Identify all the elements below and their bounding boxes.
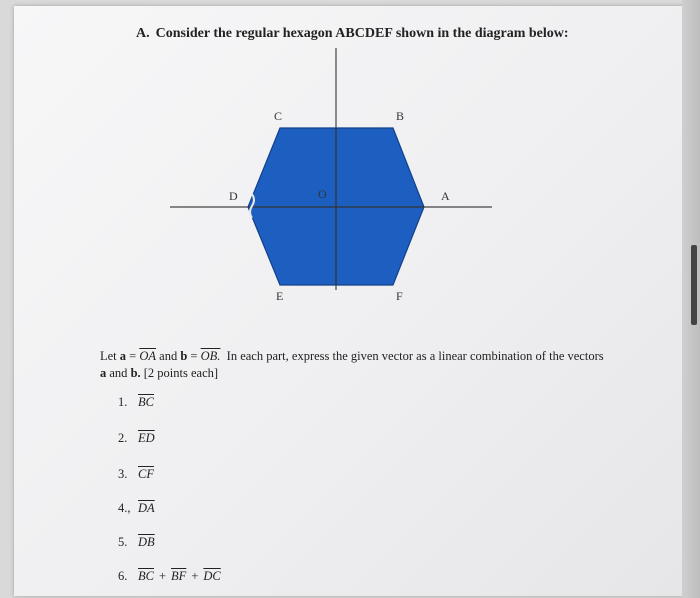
- problem-heading-text: Consider the regular hexagon ABCDEF shown in the diagram below:: [155, 26, 569, 41]
- question-number: 3.: [118, 467, 128, 481]
- vector-term: $\overline{ED}$: [138, 431, 155, 445]
- question-item: [118, 431, 155, 446]
- vector-term: $\overline{DB}$: [138, 535, 155, 549]
- vector-ob: OB.: [200, 349, 221, 363]
- plus-operator: +: [158, 569, 167, 583]
- question-item: [118, 501, 155, 516]
- question-item: [118, 569, 221, 584]
- vertex-label-b: B: [396, 109, 405, 123]
- vertex-label-d: D: [229, 189, 238, 203]
- vertex-label-f: F: [396, 289, 403, 303]
- intro-instruction: In each part, express the given vector as a linear combination of the vectors: [226, 349, 604, 363]
- vertex-label-e: E: [276, 289, 284, 303]
- intro-and: and: [159, 349, 178, 363]
- question-item: [118, 535, 155, 550]
- vector-oa: $\overline{OA}$: [139, 349, 157, 363]
- center-label-o: O: [318, 187, 327, 201]
- vector-term: $\overline{BC}$: [138, 569, 154, 583]
- points-note: [2 points each]: [143, 366, 219, 380]
- question-item: [118, 467, 154, 482]
- vector-term: $\overline{CF}$: [138, 467, 154, 481]
- question-number: 5.: [118, 535, 128, 549]
- problem-part-label: A.: [136, 26, 150, 41]
- instructions-paragraph: [100, 348, 610, 382]
- vector-term: $\overline{BF}$: [171, 569, 187, 583]
- symbol-a: a: [100, 366, 107, 380]
- vector-term: $\overline{DA}$: [138, 501, 155, 515]
- question-number: 1.: [118, 395, 128, 409]
- equals-sign: =: [129, 349, 137, 363]
- equals-sign: =: [190, 349, 198, 363]
- symbol-a: a: [119, 349, 127, 363]
- vector-term: $\overline{BC}$: [138, 395, 154, 409]
- question-number: 6.: [118, 569, 128, 583]
- question-number: 2.: [118, 431, 128, 445]
- vertex-label-a: A: [441, 189, 450, 203]
- plus-operator: +: [191, 569, 199, 583]
- question-number: 4.,: [118, 501, 131, 515]
- vector-term: $\overline{DC}$: [203, 569, 221, 583]
- intro-let: Let: [100, 349, 117, 363]
- question-item: [118, 395, 154, 410]
- symbol-b: b: [180, 349, 188, 363]
- intro-and: and: [109, 366, 128, 380]
- symbol-b: b.: [130, 366, 141, 380]
- vertex-label-c: C: [274, 109, 283, 123]
